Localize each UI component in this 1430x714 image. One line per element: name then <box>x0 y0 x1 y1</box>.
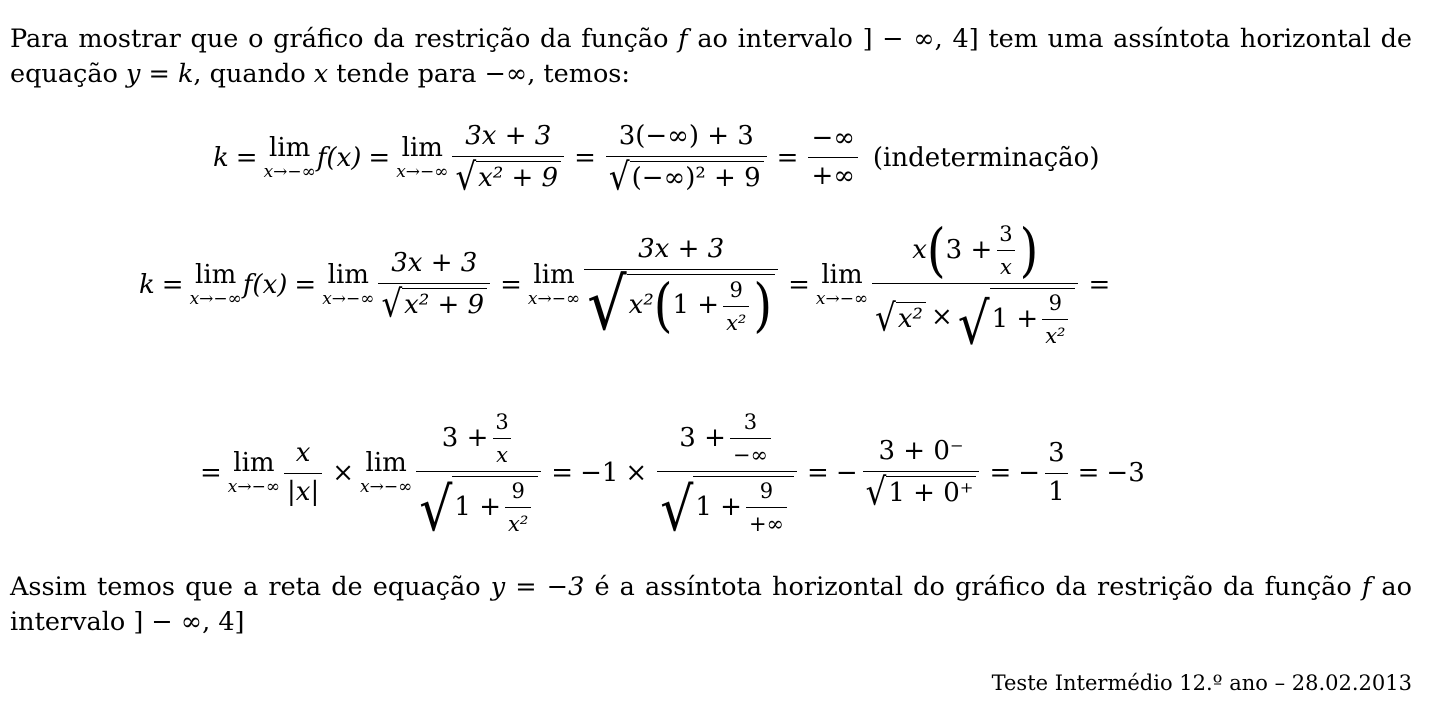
fraction: x ( 3 + $\frac{3}{x}$ ) √ x² × √ 1 + $\frac{9}{\text{x²}}$ <box>872 222 1078 349</box>
conclusion-text: ao intervalo <box>10 572 1412 637</box>
equals: = <box>294 270 317 301</box>
intro-text: tem uma assíntota horizontal de equação <box>10 24 1412 89</box>
intro-text: , quando <box>193 59 314 89</box>
numerator: 3 <box>1048 437 1065 468</box>
conclusion-paragraph <box>10 570 1412 640</box>
equals: = <box>788 270 810 301</box>
equals: = <box>807 458 829 489</box>
numerator: 3x + 3 <box>465 121 552 151</box>
fraction <box>606 121 767 200</box>
indeterminacy-note: (indeterminação) <box>872 142 1100 173</box>
minus-sign: − <box>1018 458 1041 489</box>
limit-operator <box>816 262 868 308</box>
denominator: x² <box>726 310 747 335</box>
times: × <box>332 458 355 489</box>
conclusion-text: é a assíntota horizontal do gráfico da restrição da função <box>584 572 1362 602</box>
three-plus: 3 + <box>945 234 993 265</box>
square-root: √ 1 + $\frac{9}{\text{x²}}$ <box>958 288 1076 348</box>
three-plus: 3 + <box>679 422 726 453</box>
fraction <box>378 248 490 327</box>
lim-word: lim <box>401 132 443 163</box>
intro-text: tende para <box>328 59 485 89</box>
minus-infinity: −∞ <box>484 59 528 89</box>
equals: = <box>551 458 574 489</box>
lim-word: lim <box>195 260 237 291</box>
numerator: 9 <box>729 277 743 302</box>
square-root: √ x² + 9 <box>455 161 561 194</box>
square-root: √ 1 + $\frac{9}{\text{x²}}$ <box>419 476 538 536</box>
square-root: √ 1 + $\frac{9}{+\infty}$ <box>660 476 794 536</box>
source-footer: Teste Intermédio 12.º ano – 28.02.2013 <box>991 671 1412 695</box>
variable-x: x <box>912 234 927 265</box>
lim-word: lim <box>533 260 575 291</box>
numerator: −∞ <box>811 122 855 153</box>
square-root: √ (−∞)² + 9 <box>609 161 764 194</box>
denominator: x <box>1000 255 1012 280</box>
lim-word: lim <box>327 260 369 291</box>
equation-2 <box>138 217 1111 358</box>
lim-subscript: x→−∞ <box>396 161 449 182</box>
denominator: +∞ <box>748 512 785 537</box>
fraction <box>723 278 749 335</box>
square-root: √ x² <box>875 302 926 335</box>
lim-word: lim <box>269 132 311 163</box>
equals: = <box>200 458 222 489</box>
equals: = <box>1088 270 1111 301</box>
limit-operator <box>396 132 449 182</box>
one-plus: 1 + <box>695 491 742 522</box>
fraction <box>284 439 322 508</box>
fraction <box>452 121 564 200</box>
numerator: 3 <box>743 410 758 434</box>
numerator: 3x + 3 <box>638 233 725 264</box>
asymptote-equation: y = k <box>125 59 194 89</box>
numerator: 9 <box>511 479 525 504</box>
numerator: 3x + 3 <box>391 248 478 279</box>
one-plus: 1 + <box>991 303 1039 334</box>
times: × <box>625 458 648 489</box>
fraction <box>1045 439 1068 508</box>
lim-subscript: x→−∞ <box>227 477 281 498</box>
lim-word: lim <box>821 260 863 291</box>
minus-one: −1 <box>580 458 619 489</box>
x-squared: x² <box>628 290 654 321</box>
limit-operator <box>228 450 280 496</box>
limit-operator <box>528 262 580 308</box>
times: × <box>930 302 953 333</box>
radicand: x² + 9 <box>404 290 485 321</box>
denominator: 1 <box>1048 476 1065 507</box>
square-root: √ x² + 9 <box>381 288 487 321</box>
equals: = <box>161 270 184 301</box>
equals: = <box>235 142 258 173</box>
function-symbol: f <box>1361 572 1372 602</box>
denominator: +∞ <box>811 161 855 192</box>
fraction <box>996 222 1015 279</box>
denominator: |x| <box>287 476 320 507</box>
fraction <box>808 124 857 193</box>
lim-word: lim <box>365 448 407 479</box>
denominator: x² <box>508 512 529 537</box>
intro-text: , temos: <box>527 59 630 89</box>
radicand: x² + 9 <box>478 162 559 193</box>
equals: = <box>1077 458 1100 489</box>
interval: ] − ∞, 4] <box>862 24 979 54</box>
limit-operator <box>360 450 412 496</box>
fraction <box>416 410 541 546</box>
limit-operator <box>190 262 242 308</box>
variable-x: x <box>313 59 329 89</box>
numerator: 3 <box>999 222 1013 246</box>
square-root: √ x² ( 1 + $\frac{9}{\text{x²}}$ ) <box>587 274 775 336</box>
function-symbol: f <box>678 24 688 54</box>
lim-subscript: x→−∞ <box>263 161 316 182</box>
numerator: 3 + 0⁻ <box>878 436 964 467</box>
fraction <box>746 479 787 536</box>
denominator: x <box>496 443 508 468</box>
radicand: x² <box>897 303 923 334</box>
radicand: 1 + 0⁺ <box>888 478 974 509</box>
fraction <box>505 479 531 536</box>
intro-text: Para mostrar que o gráfico da restrição da função <box>10 24 679 54</box>
fraction <box>492 410 511 467</box>
lim-word: lim <box>233 448 275 479</box>
numerator: x <box>295 437 311 468</box>
equals: = <box>989 458 1012 489</box>
interval: ] − ∞, 4] <box>133 607 245 637</box>
fraction <box>1042 291 1068 348</box>
denominator: −∞ <box>732 443 768 468</box>
fraction <box>657 410 797 546</box>
one-plus: 1 + <box>454 491 502 522</box>
equals: = <box>776 142 799 173</box>
f-of-x: f(x) <box>242 270 288 301</box>
equals: = <box>500 270 522 301</box>
numerator: 9 <box>1048 291 1063 316</box>
minus-sign: − <box>835 458 858 489</box>
equals: = <box>574 142 596 173</box>
lim-subscript: x→−∞ <box>815 289 869 310</box>
square-root: √ 1 + 0⁺ <box>866 476 977 509</box>
lim-subscript: x→−∞ <box>189 289 242 310</box>
numerator: 3 <box>495 410 509 434</box>
k-symbol: k <box>213 142 229 173</box>
numerator: 9 <box>759 479 774 504</box>
equation-1 <box>212 121 1100 200</box>
numerator: 3(−∞) + 3 <box>618 121 754 151</box>
intro-text: ao intervalo <box>687 24 863 54</box>
fraction <box>730 410 771 467</box>
fraction <box>584 233 778 347</box>
lim-subscript: x→−∞ <box>360 477 413 498</box>
f-of-x: f(x) <box>316 142 362 173</box>
fraction <box>863 436 980 515</box>
conclusion-text: Assim temos que a reta de equação <box>10 572 491 602</box>
asymptote-equation: y = −3 <box>490 572 585 602</box>
k-symbol: k <box>139 270 155 301</box>
limit-operator <box>322 262 374 308</box>
denominator: x² <box>1045 324 1066 349</box>
result: −3 <box>1106 458 1145 489</box>
radicand: (−∞)² + 9 <box>631 162 761 193</box>
intro-paragraph <box>10 22 1412 92</box>
equals: = <box>368 142 391 173</box>
three-plus: 3 + <box>441 422 489 453</box>
lim-subscript: x→−∞ <box>527 289 581 310</box>
equation-3 <box>199 410 1146 546</box>
limit-operator <box>263 132 316 182</box>
lim-subscript: x→−∞ <box>322 289 375 310</box>
one-plus: 1 + <box>672 290 720 321</box>
